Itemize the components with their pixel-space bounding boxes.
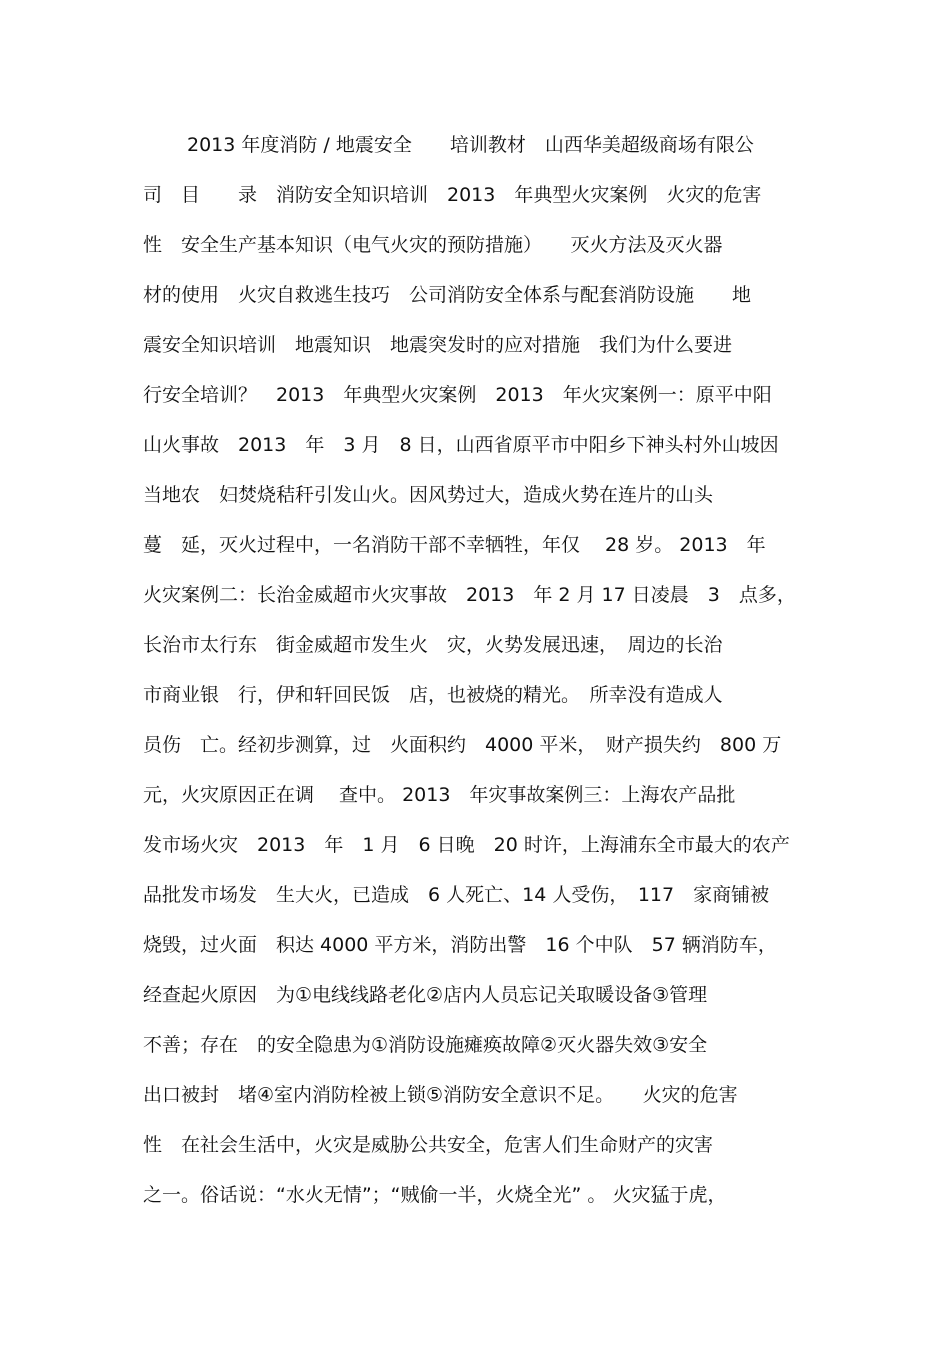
text-line: 品批发市场发 生大火，已造成 6 人死亡、14 人受伤， 117 家商铺被 [143,884,770,906]
text-line: 行安全培训？ 2013 年典型火灾案例 2013 年火灾案例一：原平中阳 [143,384,772,406]
text-line: 烧毁，过火面 积达 4000 平方米，消防出警 16 个中队 57 辆消防车， [143,934,777,956]
text-line: 出口被封 堵④室内消防栓被上锁⑤消防安全意识不足。 火灾的危害 [143,1084,738,1106]
text-line: 司 目 录 消防安全知识培训 2013 年典型火灾案例 火灾的危害 [143,184,762,206]
text-line: 长治市太行东 街金威超市发生火 灾，火势发展迅速， 周边的长治 [143,634,723,656]
text-line: 不善；存在 的安全隐患为①消防设施瘫痪故障②灭火器失效③安全 [143,1034,708,1056]
text-line: 火灾案例二：长治金威超市火灾事故 2013 年 2 月 17 日凌晨 3 点多， [143,584,796,606]
text-line: 性 安全生产基本知识（电气火灾的预防措施） 灭火方法及灭火器 [143,234,723,256]
text-line: 市商业银 行，伊和轩回民饭 店，也被烧的精光。 所幸没有造成人 [143,684,723,706]
text-line: 蔓 延，灭火过程中，一名消防干部不幸牺牲，年仅 28 岁。 2013 年 [143,534,766,556]
text-line: 材的使用 火灾自救逃生技巧 公司消防安全体系与配套消防设施 地 [143,284,752,306]
text-line: 山火事故 2013 年 3 月 8 日，山西省原平市中阳乡下神头村外山坡因 [143,434,779,456]
text-line: 震安全知识培训 地震知识 地震突发时的应对措施 我们为什么要进 [143,334,733,356]
text-line: 元，火灾原因正在调 查中。 2013 年灾事故案例三：上海农产品批 [143,784,736,806]
text-line: 员伤 亡。经初步测算，过 火面积约 4000 平米， 财产损失约 800 万 [143,734,782,756]
text-line: 发市场火灾 2013 年 1 月 6 日晚 20 时许，上海浦东全市最大的农产 [143,834,790,856]
text-line: 2013 年度消防 / 地震安全 培训教材 山西华美超级商场有限公 [187,134,754,156]
text-line: 性 在社会生活中，火灾是威胁公共安全，危害人们生命财产的灾害 [143,1134,714,1156]
body-text [143,120,813,1220]
text-line: 经查起火原因 为①电线线路老化②店内人员忘记关取暖设备③管理 [143,984,708,1006]
text-line: 当地农 妇焚烧秸秆引发山火。因风势过大，造成火势在连片的山头 [143,484,714,506]
text-line: 之一。俗话说：“水火无情”；“贼偷一半，火烧全光” 。 火灾猛于虎， [143,1184,727,1206]
